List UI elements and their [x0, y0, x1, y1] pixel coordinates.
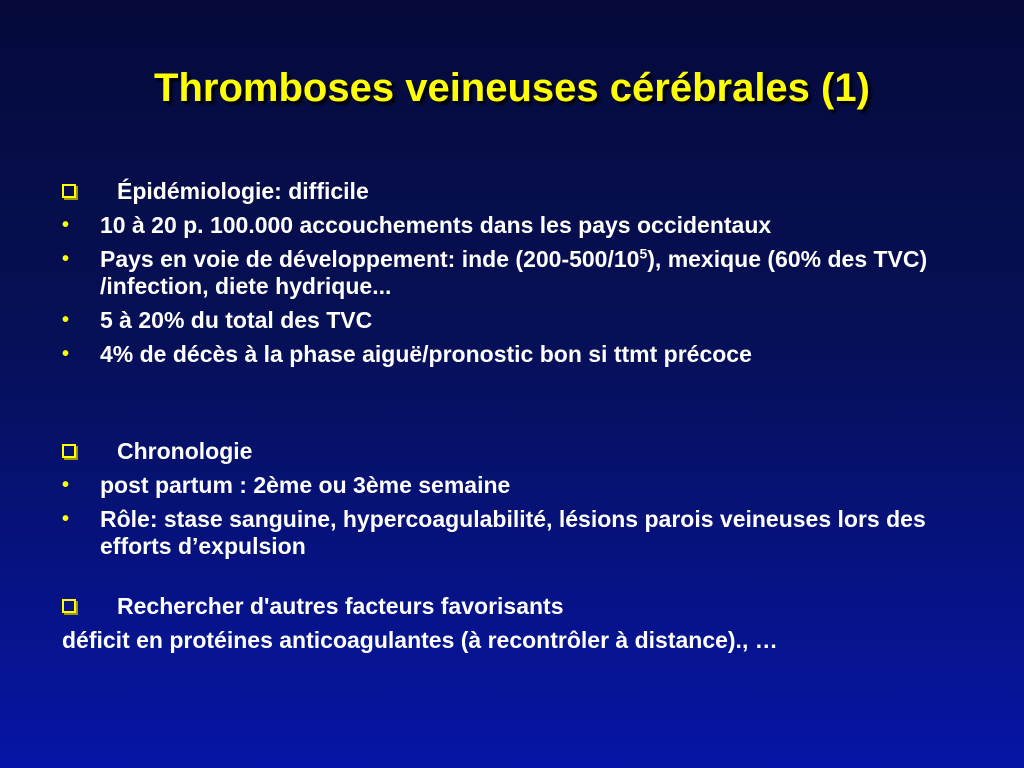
bullet-item — [62, 212, 992, 239]
section-heading-chronologie — [62, 438, 992, 465]
bullet-dot-icon: • — [62, 248, 70, 270]
section-heading-epidemiologie — [62, 178, 992, 205]
bullet-dot-icon: • — [62, 214, 70, 236]
hollow-square-icon — [62, 184, 76, 198]
bullet-text-part: Pays en voie de développement: inde (200-500/10 — [100, 246, 640, 272]
section-heading-text: Épidémiologie: difficile — [117, 178, 369, 204]
bullet-dot-icon: • — [62, 309, 70, 331]
bullet-item — [62, 472, 992, 499]
hollow-square-icon — [62, 599, 76, 613]
bullet-text: 10 à 20 p. 100.000 accouchements dans les pays occidentaux — [100, 212, 772, 238]
slide-content — [62, 178, 992, 654]
bullet-dot-icon: • — [62, 343, 70, 365]
bullet-text: 5 à 20% du total des TVC — [100, 307, 373, 333]
superscript: 5 — [639, 245, 648, 262]
plain-text-line: déficit en protéines anticoagulantes (à recontrôler à distance)., … — [62, 627, 778, 653]
bullet-text: post partum : 2ème ou 3ème semaine — [100, 472, 511, 498]
bullet-text — [100, 246, 927, 299]
slide-title: Thromboses veineuses cérébrales (1) — [154, 66, 870, 110]
section-heading-facteurs — [62, 593, 992, 620]
bullet-text: 4% de décès à la phase aiguë/pronostic bon si ttmt précoce — [100, 341, 752, 367]
bullet-item — [62, 506, 992, 560]
bullet-text-part: ), mexique (60% des TVC) /infection, diete hydrique... — [100, 246, 928, 299]
bullet-item — [62, 246, 992, 300]
section-heading-text: Rechercher d'autres facteurs favorisants — [117, 593, 564, 619]
bullet-item — [62, 307, 992, 334]
hollow-square-icon — [62, 444, 76, 458]
bullet-text: Rôle: stase sanguine, hypercoagulabilité, lésions parois veineuses lors des efforts d’expulsion — [100, 506, 926, 559]
bullet-item — [62, 341, 992, 368]
bullet-dot-icon: • — [62, 474, 70, 496]
bullet-dot-icon: • — [62, 508, 70, 530]
section-heading-text: Chronologie — [117, 438, 253, 464]
